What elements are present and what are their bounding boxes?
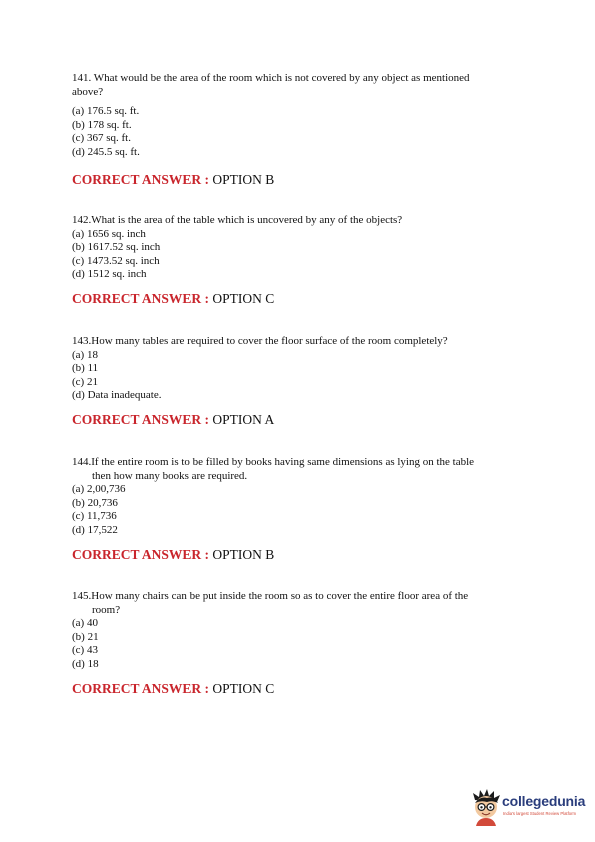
option-d: (d) 17,522 — [72, 523, 118, 536]
question-text — [72, 72, 522, 99]
option-b: (b) 20,736 — [72, 496, 118, 509]
answer-value: OPTION B — [212, 547, 275, 562]
answer-label: CORRECT ANSWER : — [72, 412, 210, 427]
option-c: (c) 21 — [72, 375, 98, 388]
answer-value: OPTION A — [212, 412, 275, 427]
answer-label: CORRECT ANSWER : — [72, 172, 210, 187]
question-144 — [72, 456, 532, 538]
option-a: (a) 2,00,736 — [72, 483, 126, 496]
question-text — [72, 590, 532, 617]
option-a: (a) 1656 sq. inch — [72, 227, 146, 240]
option-c: (c) 11,736 — [72, 510, 117, 523]
question-text: 142.What is the area of the table which is uncovered by any of the objects? — [72, 214, 403, 226]
option-d: (d) 1512 sq. inch — [72, 268, 147, 281]
question-text: 143.How many tables are required to cover the floor surface of the room completely? — [72, 335, 448, 347]
correct-answer-143 — [72, 412, 274, 428]
option-c: (c) 1473.52 sq. inch — [72, 254, 160, 267]
question-text-line1: 145.How many chairs can be put inside the room so as to cover the entire floor area of the — [72, 590, 469, 602]
option-c: (c) 43 — [72, 644, 98, 657]
question-text-line2: then how many books are required. — [92, 469, 248, 482]
logo-tagline: India's largest Student Review Platform — [503, 811, 576, 816]
question-text-line2: above? — [72, 85, 104, 98]
question-143 — [72, 335, 522, 403]
correct-answer-141 — [72, 172, 274, 188]
question-145 — [72, 590, 532, 672]
answer-value: OPTION B — [212, 172, 275, 187]
answer-label: CORRECT ANSWER : — [72, 681, 210, 696]
option-b: (b) 21 — [72, 630, 99, 643]
correct-answer-145 — [72, 681, 274, 697]
question-142 — [72, 214, 522, 282]
option-a: (a) 176.5 sq. ft. — [72, 105, 140, 118]
answer-label: CORRECT ANSWER : — [72, 547, 210, 562]
option-c: (c) 367 sq. ft. — [72, 132, 131, 145]
correct-answer-144 — [72, 547, 274, 563]
option-a: (a) 18 — [72, 348, 98, 361]
option-d: (d) 245.5 sq. ft. — [72, 145, 140, 158]
option-d: (d) Data inadequate. — [72, 389, 162, 402]
question-text-line2: room? — [92, 603, 121, 616]
answer-value: OPTION C — [212, 291, 275, 306]
correct-answer-142 — [72, 291, 274, 307]
answer-value: OPTION C — [212, 681, 275, 696]
question-text-line1: 141. What would be the area of the room which is not covered by any object as mentioned — [72, 72, 470, 84]
question-text — [72, 456, 532, 483]
option-a: (a) 40 — [72, 617, 98, 630]
option-b: (b) 1617.52 sq. inch — [72, 241, 161, 254]
question-141 — [72, 72, 522, 160]
question-text-line1: 144.If the entire room is to be filled by books having same dimensions as lying on the table — [72, 456, 475, 468]
option-b: (b) 178 sq. ft. — [72, 118, 132, 131]
logo-wordmark: collegedunia — [502, 793, 586, 809]
answer-label: CORRECT ANSWER : — [72, 291, 210, 306]
mascot-icon — [470, 788, 504, 826]
option-b: (b) 11 — [72, 362, 99, 375]
collegedunia-logo — [470, 788, 585, 828]
option-d: (d) 18 — [72, 657, 99, 670]
